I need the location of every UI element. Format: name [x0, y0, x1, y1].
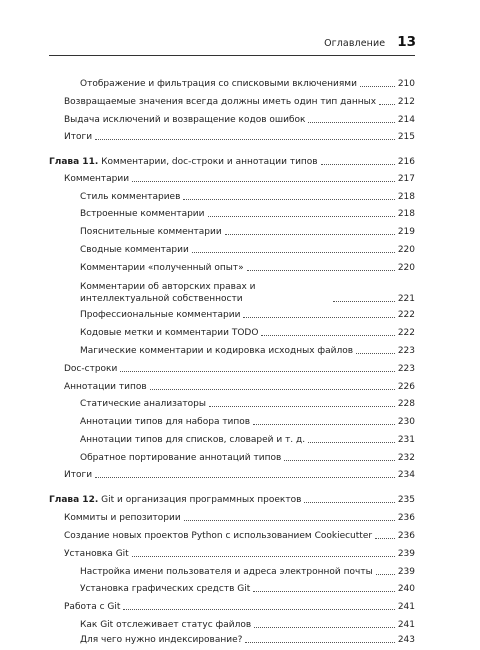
- toc-entry-title: Сводные комментарии: [80, 245, 189, 255]
- dot-leader: [253, 424, 395, 425]
- toc-entry-page: 228: [397, 399, 415, 409]
- toc-entry-title: Статические анализаторы: [80, 399, 207, 409]
- toc-entry-page: 231: [397, 435, 415, 445]
- dot-leader: [95, 139, 395, 140]
- toc-entry-page: 243: [397, 635, 415, 645]
- toc-entry-title: Аннотации типов для списков, словарей и т. д.: [80, 435, 306, 445]
- toc-entry-title: Работа с Git: [64, 602, 121, 612]
- toc-entry-page: 223: [397, 346, 415, 356]
- dot-leader: [375, 538, 395, 539]
- dot-leader: [132, 181, 395, 182]
- toc-entry-page: 241: [397, 620, 415, 630]
- toc-chapter-entry[interactable]: [49, 156, 415, 168]
- toc-entry-page: 221: [397, 294, 415, 304]
- toc-entry[interactable]: [80, 226, 415, 238]
- toc-entry-title: Итоги: [64, 132, 93, 142]
- toc-entry-page: 212: [397, 97, 415, 107]
- toc-entry[interactable]: [80, 78, 415, 90]
- toc-entry-title: Стиль комментариев: [80, 192, 181, 202]
- toc-entry-title: Аннотации типов: [64, 382, 147, 392]
- toc-entry[interactable]: [80, 634, 415, 646]
- toc-entry-page: 236: [397, 531, 415, 541]
- toc-entry-page: 230: [397, 417, 415, 427]
- toc-entry-page: 223: [397, 364, 415, 374]
- toc-entry[interactable]: [80, 281, 415, 305]
- toc-entry-title: Git и организация программных проектов: [101, 495, 302, 505]
- toc-entry[interactable]: [80, 434, 415, 446]
- toc-entry-title: Встроенные комментарии: [80, 209, 205, 219]
- toc-entry-title: Комментарии: [64, 174, 130, 184]
- toc-entry[interactable]: [64, 601, 415, 613]
- toc-entry-title: Doc-строки: [64, 364, 118, 374]
- toc-entry-title: Комментарии «полученный опыт»: [80, 263, 244, 273]
- toc-chapter-entry[interactable]: [49, 494, 415, 506]
- toc-entry-title: Комментарии, doc-строки и аннотации типов: [101, 157, 318, 167]
- toc-entry[interactable]: [80, 452, 415, 464]
- dot-leader: [245, 642, 394, 643]
- toc-entry-page: 241: [397, 602, 415, 612]
- dot-leader: [360, 86, 395, 87]
- toc-entry-title: Итоги: [64, 470, 93, 480]
- dot-leader: [225, 234, 395, 235]
- toc-entry[interactable]: [80, 583, 415, 595]
- dot-leader: [192, 252, 395, 253]
- toc-entry[interactable]: [80, 191, 415, 203]
- toc-entry-page: 226: [397, 382, 415, 392]
- toc-entry[interactable]: [80, 398, 415, 410]
- dot-leader: [208, 216, 395, 217]
- toc-entry-page: 222: [397, 310, 415, 320]
- dot-leader: [95, 477, 395, 478]
- toc-entry[interactable]: [64, 131, 415, 143]
- toc-entry[interactable]: [80, 309, 415, 321]
- dot-leader: [123, 609, 394, 610]
- header-divider: [49, 55, 415, 56]
- toc-entry[interactable]: [64, 469, 415, 481]
- toc-entry[interactable]: [80, 566, 415, 578]
- toc-entry-title: Кодовые метки и комментарии TODO: [80, 328, 259, 338]
- toc-entry-page: 217: [397, 174, 415, 184]
- toc-entry[interactable]: [64, 363, 415, 375]
- toc-entry-title: Пояснительные комментарии: [80, 227, 222, 237]
- dot-leader: [308, 442, 395, 443]
- toc-entry-page: 222: [397, 328, 415, 338]
- toc-entry-page: 232: [397, 453, 415, 463]
- toc-entry-title: Обратное портирование аннотаций типов: [80, 453, 282, 463]
- dot-leader: [253, 591, 395, 592]
- dot-leader: [356, 353, 395, 354]
- toc-entry-page: 239: [397, 549, 415, 559]
- chapter-label: Глава 11.: [49, 157, 99, 167]
- toc-entry[interactable]: [80, 262, 415, 274]
- dot-leader: [247, 270, 395, 271]
- toc-entry[interactable]: [80, 619, 415, 631]
- toc-entry-title: Создание новых проектов Python с использованием Cookiecutter: [64, 531, 373, 541]
- dot-leader: [308, 122, 394, 123]
- toc-entry[interactable]: [64, 381, 415, 393]
- toc-entry-title: Настройка имени пользователя и адреса электронной почты: [80, 567, 373, 577]
- toc-entry-page: 216: [397, 157, 415, 167]
- running-header: [324, 34, 416, 50]
- dot-leader: [184, 520, 395, 521]
- toc-entry-title: Коммиты и репозитории: [64, 513, 181, 523]
- dot-leader: [321, 164, 395, 165]
- toc-entry[interactable]: [64, 548, 415, 560]
- chapter-label: Глава 12.: [49, 495, 99, 505]
- toc-entry-page: 218: [397, 192, 415, 202]
- toc-entry[interactable]: [64, 96, 415, 108]
- toc-entry-title: Возвращаемые значения всегда должны иметь один тип данных: [64, 97, 377, 107]
- header-page-number: 13: [397, 34, 416, 50]
- toc-entry-title: Как Git отслеживает статус файлов: [80, 620, 252, 630]
- header-title: Оглавление: [324, 38, 386, 49]
- toc-entry-page: 236: [397, 513, 415, 523]
- toc-entry[interactable]: [80, 327, 415, 339]
- dot-leader: [379, 104, 395, 105]
- toc-entry-page: 215: [397, 132, 415, 142]
- toc-entry-page: 218: [397, 209, 415, 219]
- toc-entry-page: 220: [397, 245, 415, 255]
- dot-leader: [209, 406, 395, 407]
- dot-leader: [333, 301, 395, 302]
- dot-leader: [243, 317, 394, 318]
- toc-entry[interactable]: [64, 114, 415, 126]
- toc-entry-title: Комментарии об авторских правах и интеллектуальной собственности: [80, 282, 256, 304]
- toc-entry[interactable]: [80, 208, 415, 220]
- toc-entry-title: Профессиональные комментарии: [80, 310, 241, 320]
- toc-entry-page: 240: [397, 584, 415, 594]
- dot-leader: [150, 389, 395, 390]
- dot-leader: [304, 502, 394, 503]
- toc-entry[interactable]: [80, 244, 415, 256]
- dot-leader: [376, 574, 395, 575]
- dot-leader: [132, 556, 395, 557]
- toc-entry[interactable]: [80, 416, 415, 428]
- dot-leader: [120, 371, 394, 372]
- toc-entry[interactable]: [64, 173, 415, 185]
- dot-leader: [284, 460, 395, 461]
- toc-entry-page: 210: [397, 79, 415, 89]
- toc-entry[interactable]: [64, 512, 415, 524]
- toc-entry-title: Аннотации типов для набора типов: [80, 417, 251, 427]
- dot-leader: [261, 335, 394, 336]
- toc-entry-page: 219: [397, 227, 415, 237]
- toc-entry-page: 220: [397, 263, 415, 273]
- toc-entry-title: Установка графических средств Git: [80, 584, 251, 594]
- dot-leader: [183, 199, 394, 200]
- toc-entry-title: Магические комментарии и кодировка исходных файлов: [80, 346, 354, 356]
- toc-entry-title: Отображение и фильтрация со списковыми включениями: [80, 79, 357, 89]
- toc-entry-title: Установка Git: [64, 549, 129, 559]
- toc-entry-page: 235: [397, 495, 415, 505]
- toc-entry-page: 239: [397, 567, 415, 577]
- toc-entry-title: Выдача исключений и возвращение кодов ошибок: [64, 115, 306, 125]
- dot-leader: [254, 627, 395, 628]
- toc-entry-page: 214: [397, 115, 415, 125]
- toc-entry-title: Для чего нужно индексирование?: [80, 635, 243, 645]
- toc-entry[interactable]: [80, 345, 415, 357]
- toc-entry-page: 234: [397, 470, 415, 480]
- toc-entry[interactable]: [64, 530, 415, 542]
